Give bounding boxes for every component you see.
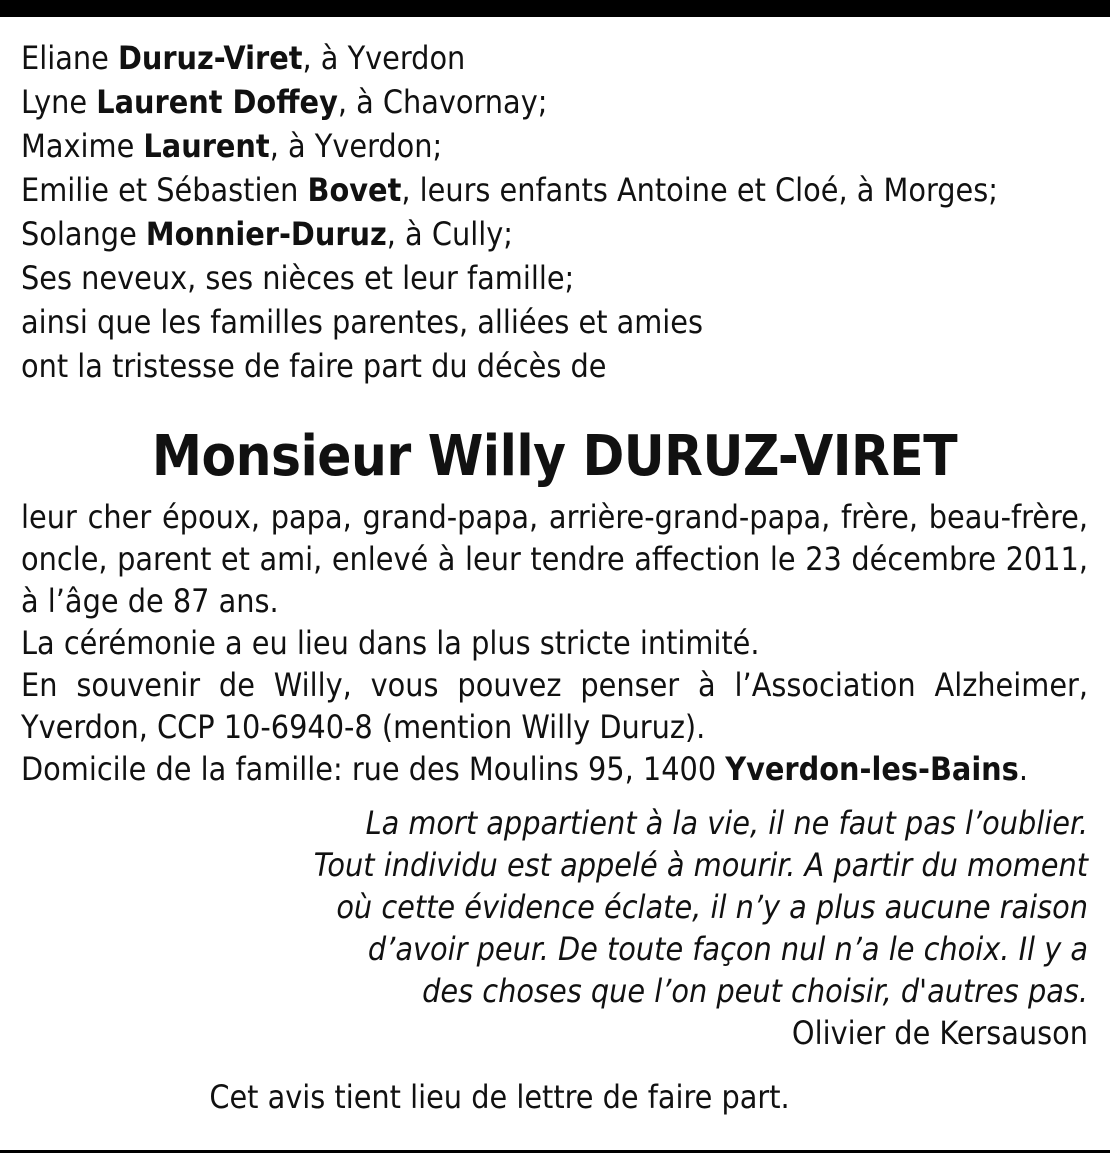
family-line: [21, 124, 1088, 168]
family-name-first: Eliane: [21, 39, 118, 77]
quote-line: des choses que l’on peut choisir, d'autres pas.: [422, 972, 1088, 1010]
family-location: , à Yverdon: [302, 39, 466, 77]
family-name-last: Duruz-Viret: [117, 39, 303, 77]
tribute-text: leur cher époux, papa, grand-papa, arrière-grand-papa, frère, beau-frère, oncle, parent et ami, enlevé à leur tendre affection le 23 décembre 2011, à l’âge de 87 ans.: [21, 498, 1088, 620]
family-line: [21, 300, 1088, 344]
family-name-last: Laurent Doffey: [96, 83, 338, 121]
family-location: , à Yverdon;: [269, 127, 443, 165]
family-name-last: Bovet: [307, 171, 402, 209]
bottom-rule: [0, 1150, 1110, 1153]
obituary-notice: [21, 36, 1088, 1118]
family-name-first: Lyne: [21, 83, 97, 121]
family-line: [21, 212, 1088, 256]
family-relatives: ainsi que les familles parentes, alliées et amies: [21, 303, 704, 341]
family-location: , à Cully;: [386, 215, 513, 253]
ceremony-text: La cérémonie a eu lieu dans la plus stricte intimité.: [21, 624, 760, 662]
notice-body: [21, 496, 1088, 790]
memory-text: En souvenir de Willy, vous pouvez penser à l’Association Alzheimer, Yverdon, CCP 10-6940-8 (mention Willy Duruz).: [21, 666, 1088, 746]
family-line: [21, 36, 1088, 80]
family-line: [21, 344, 1088, 388]
family-name-last: Monnier-Duruz: [145, 215, 387, 253]
quote-line: d’avoir peur. De toute façon nul n’a le choix. Il y a: [367, 930, 1088, 968]
family-line: [21, 168, 1088, 212]
family-name-first: Solange: [21, 215, 146, 253]
deceased-name: Monsieur Willy DURUZ-VIRET: [151, 424, 958, 489]
family-location: , à Chavornay;: [337, 83, 548, 121]
family-name-first: Emilie et Sébastien: [21, 171, 308, 209]
family-list: [21, 36, 1088, 388]
quote-block: [21, 802, 1088, 1054]
quote-line: Tout individu est appelé à mourir. A partir du moment: [313, 846, 1088, 884]
family-location: , leurs enfants Antoine et Cloé, à Morges;: [401, 171, 998, 209]
domicile-city: Yverdon-les-Bains: [725, 750, 1019, 788]
family-line: [21, 80, 1088, 124]
family-name-last: Laurent: [143, 127, 270, 165]
quote-line: La mort appartient à la vie, il ne faut pas l’oublier.: [365, 804, 1088, 842]
family-line: [21, 256, 1088, 300]
family-relatives: Ses neveux, ses nièces et leur famille;: [21, 259, 575, 297]
top-rule: [0, 0, 1110, 17]
closing-note: Cet avis tient lieu de lettre de faire part.: [209, 1078, 790, 1116]
domicile-address: Domicile de la famille: rue des Moulins 95, 1400: [21, 750, 726, 788]
announcement-intro: ont la tristesse de faire part du décès de: [21, 347, 607, 385]
domicile-text: [21, 748, 1088, 790]
domicile-period: .: [1018, 750, 1028, 788]
family-name-first: Maxime: [21, 127, 144, 165]
quote-line: où cette évidence éclate, il n’y a plus aucune raison: [336, 888, 1088, 926]
quote-author: Olivier de Kersauson: [791, 1014, 1088, 1052]
